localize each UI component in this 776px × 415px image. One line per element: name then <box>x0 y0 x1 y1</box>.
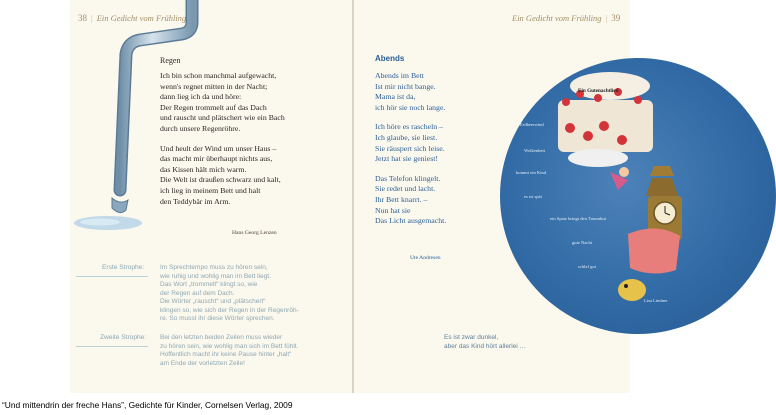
poem-line: Ich glaube, sie liest. <box>375 132 438 142</box>
right-running-head: Ein Gedicht vom Frühling | 39 <box>512 13 621 23</box>
poem-line: Das Licht ausgemacht. <box>375 216 447 226</box>
illustration-heading: Ein Gutenachtlied <box>578 88 619 94</box>
poem-line: durch unsere Regenröhre. <box>160 123 241 133</box>
closing-line: Es ist zwar dunkel, <box>444 334 499 341</box>
note-line: re. So musst ihr diese Wörter sprechen. <box>160 315 275 322</box>
illustration-line: schlaf gut <box>578 264 596 269</box>
note-line: Das Wort „trommelt“ klingt so, wie <box>160 281 258 288</box>
note-line: Die Wörter „rauscht“ und „plätschert“ <box>160 298 266 305</box>
poem-line: das Kissen hält mich warm. <box>160 164 247 174</box>
closing-text <box>444 334 526 351</box>
note-text-second-stanza <box>160 334 298 368</box>
left-poem-title: Regen <box>160 56 181 65</box>
poem-line: wenn's regnet mitten in der Nacht; <box>160 81 268 91</box>
note-line: wie ruhig und wohlig man im Bett liegt. <box>160 272 271 280</box>
note-text-first-stanza <box>160 264 299 324</box>
illustration-line: ein Spatz bringt den Traumhut <box>550 216 606 221</box>
book-spread <box>70 0 668 393</box>
poem-line: ich hör sie noch lange. <box>375 102 446 112</box>
left-poem-body <box>160 71 285 207</box>
right-poem-author: Ute Andresen <box>410 255 441 261</box>
poem-line: Jetzt hat sie geniest! <box>375 154 439 164</box>
left-page-number: 38 <box>78 13 87 23</box>
poem-line: und rauscht und plätschert wie ein Bach <box>160 113 285 123</box>
right-poem-body <box>375 71 446 227</box>
page-gutter <box>352 0 354 393</box>
note-line: am Ende der vorletzten Zeile! <box>160 359 245 367</box>
poem-line: Abends im Bett <box>375 71 424 80</box>
note-line: Bei den letzten beiden Zeilen muss wieder <box>160 334 283 341</box>
poem-line: das macht mir überhaupt nichts aus, <box>160 154 273 164</box>
illustration-line: Erdbeerwind <box>520 122 544 127</box>
illustration-line: es ist spät <box>524 194 542 199</box>
right-page-number: 39 <box>611 13 621 23</box>
note-rule <box>76 276 148 277</box>
poem-line: Mama ist da, <box>375 92 416 102</box>
poem-line: ich lieg in meinem Bett und halt <box>160 185 261 195</box>
right-poem-title: Abends <box>375 54 405 63</box>
right-running-title: Ein Gedicht vom Frühling <box>512 13 602 23</box>
poem-line: Der Regen trommelt auf das Dach <box>160 102 267 112</box>
image-caption: “Und mittendrin der freche Hans”, Gedichte für Kinder, Cornelsen Verlag, 2009 <box>2 400 293 410</box>
poem-line: Nun hat sie <box>375 205 411 215</box>
poem-line: Sie räuspert sich leise. <box>375 143 445 153</box>
poem-line: Das Telefon klingelt. <box>375 173 441 183</box>
note-label-second-stanza: Zweite Strophe: <box>100 334 147 341</box>
poem-line: Sie redet und lacht. <box>375 184 436 194</box>
poem-line: den Teddybär im Arm. <box>160 196 231 206</box>
note-line: Hoffentlich macht ihr keine Pause hinter „halt“ <box>160 351 292 358</box>
illustration-line: gute Nacht <box>572 240 593 245</box>
note-line: zu hören sein, wie wohlig man sich im Bett fühlt. <box>160 342 299 350</box>
poem-line: Die Welt ist draußen schwarz und kalt, <box>160 175 281 185</box>
poem-line: Ihr Bett knarrt. – <box>375 194 428 204</box>
illustration-line: kommt ein Kind <box>516 170 547 175</box>
left-running-title: Ein Gedicht vom Frühling <box>96 13 187 23</box>
note-line: der Regen auf dem Dach. <box>160 289 235 297</box>
closing-line: aber das Kind hört allerlei … <box>444 342 527 350</box>
poem-line: Und heult der Wind um unser Haus – <box>160 143 277 153</box>
note-label-first-stanza: Erste Strophe: <box>102 264 145 271</box>
note-line: Im Sprechtempo muss zu hören sein, <box>160 264 268 271</box>
illustration-line: Wolkenbett <box>524 148 546 153</box>
poem-line: Ich bin schon manchmal aufgewacht, <box>160 71 277 80</box>
left-poem-author: Hans Georg Lenzen <box>232 230 277 236</box>
note-line: klingen so, wie sich der Regen in der Regenröh- <box>160 306 299 314</box>
goodnight-song-illustration <box>500 58 776 334</box>
note-rule <box>76 346 148 347</box>
left-running-head: 38 | Ein Gedicht vom Frühling <box>78 13 187 23</box>
poem-line: dann lieg ich da und höre: <box>160 92 242 102</box>
poem-line: Ist mir nicht bange. <box>375 81 436 91</box>
illustration-signature: Lisa Lindner <box>644 298 668 303</box>
poem-line: Ich höre es rascheln – <box>375 122 443 132</box>
